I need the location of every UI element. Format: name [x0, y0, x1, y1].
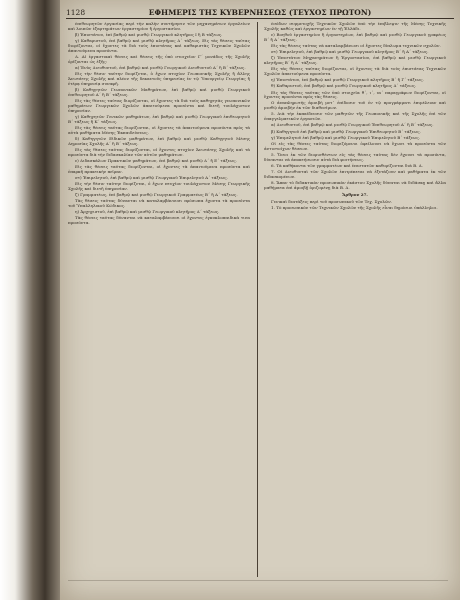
paragraph: γ) Ἐπιμελητοῦ ἐπὶ βαθμῷ καὶ μισθῷ Γεωργικοῦ Ἐπιμελητοῦ Β΄ τάξεως.	[271, 134, 420, 140]
paragraph: β) Καθηγητῶν Γεωπονικῶν Μαθημάτων, ἐπὶ βαθμῷ καὶ μισθῷ Γεωργικοῦ ἐπιθεωρητοῦ Α΄ ἢ Β΄ τάξεως.	[68, 86, 250, 97]
paragraph: β) Καθηγητοῦ ἐπὶ βαθμῷ καὶ μισθῷ Γεωργικοῦ Ἐπιθεωρητοῦ Β΄ τάξεως.	[271, 128, 421, 134]
paragraph: στ) Ἐπιμελητοῦ, ἐπὶ βαθμῷ καὶ μισθῷ Γεωργικοῦ κλητῆρος Β΄ ἢ Α΄ τάξεως.	[271, 49, 429, 55]
gazette-title: ΕΦΗΜΕΡΙΣ ΤΗΣ ΚΥΒΕΡΝΗΣΕΩΣ (ΤΕΥΧΟΣ ΠΡΩΤΟΝ)	[148, 7, 372, 17]
paragraph: Τὰς θέσεις ταύτας δύνανται νὰ καταλαμβάνουσι οἱ ἔχοντες ἐγκυκλοπαιδικὰ τινα προσόντα.	[68, 215, 250, 226]
paragraph: Εἰς τὰς θέσεις ταύτας διορίζονται, οἱ ἔχοντες τὰ διὰ τοὺς ἐπιστάτας Τεχνικῶν Σχολῶν ἀπαιτούμενα προσόντα.	[264, 66, 446, 77]
right-column	[264, 22, 446, 594]
paragraph: α) Ἑνὸς Διευθυντοῦ, ἐπὶ βαθμῷ καὶ μισθῷ Γεωργικοῦ Διευθυντοῦ Α΄ ἢ Β΄ τάξεως.	[75, 64, 246, 70]
paragraph: ἐσόδων συμμετοχῆς Τεχνικῶν Σχολῶν ὑπὸ τὴν ἐπιβλεψιν τῆς Μέσης Τεχνικῆς Σχολῆς καθὼς καὶ ἐργαστηρίων ἐν τῇ Ἑλλάδι.	[264, 22, 446, 31]
left-column	[68, 22, 250, 594]
paragraph: ἐπιθεωρητῶν ἐργασίας περὶ τὴν καλὴν συντήρησιν τῶν μηχανημάτων ἐργαλείων καὶ λοιπῶν ἐξαρτημάτων ἐργαστηρίου ἢ ἐργοστασίου.	[68, 22, 250, 31]
paragraph: 7. Οἱ Διευθυνταὶ τῶν Σχολῶν ἐπιτρέπεται νὰ ἐξετάζουν καὶ μαθήματα ἐκ τῶν διδασκομένων.	[264, 168, 446, 179]
paragraph: Ο ἀναπληρωτὴς ἀμοιβὴ μετ᾽ ἐπίδοσιν τοῦ ἐν τῷ προγράμματι ἐπιμέλειαν καὶ μισθῷ ἀμοιβὴν ἐκ τῶν διαθεσίμων.	[264, 100, 446, 111]
article-title: Ἄρθρον 27.	[342, 191, 368, 197]
paragraph: Δ. Αἱ ἐργαστικαὶ θέσεις καὶ θέσεις τῆς ὑπὸ στοιχεῖον Γ΄ μονάδος τῆς Σχολῆς ὁρίζονται ὡς ἑξῆς:	[68, 53, 250, 64]
article-paragraph: 1. Τὸ προσωπικὸν τῶν Τεχνικῶν Σχολῶν τῆς Σχολῆς εἶναι δημόσιοι ὑπάλληλοι.	[271, 204, 438, 210]
paragraph: στ) Ἐπιμελητοῦ, ἐπὶ βαθμῷ καὶ μισθῷ Γεωργικοῦ Ἐπιμελητοῦ Α΄ τάξεως.	[75, 174, 228, 180]
paragraph: η) Ἀρχηγιστοῦ, ἐπὶ βαθμῷ καὶ μισθῷ Γεωργικοῦ κλητῆρος Δ΄ τάξεως.	[75, 209, 220, 215]
paragraph: ζ) Ἐπιστάτου Μηχανημάτων ἢ Ἐργοστασίου, ἐπὶ βαθμῷ καὶ μισθῷ Γεωργικοῦ κλητῆρος Β΄ ἢ Δ΄ τάξεως.	[264, 55, 446, 66]
paragraph: Εἰς τὴν θέσιν ταύτην διορίζεται, ὁ ἔχων πτυχίον Γεωπονικῆς Σχολῆς ἢ ἄλλης Ἀνωτάτης Σχολῆς καὶ πλέον τῆς δεκαετοῦς ὑπηρεσίας ἐν τῷ Ὑπουργείῳ Γεωργίας ἢ ἑτέρᾳ ὑπηρεσίᾳ συναφῆ.	[68, 71, 250, 86]
paragraph: Οἱ εἰς τὰς θέσεις ταύτας διοριζόμενοι ὀφείλουσι νὰ ἔχωσι τὰ προσόντα τῶν ἀντιστοίχων θέσεων.	[264, 140, 446, 151]
page-number: 1128	[66, 7, 86, 17]
paragraph: 8. Ἅπαν τὸ διδακτικὸν προσωπικὸν ἑκάστου Σχολῆς δύναται νὰ διδάσκῃ καὶ ἄλλα μαθήματα ἐπὶ ἀμοιβῇ ὁριζομένῃ διὰ Β. Δ.	[264, 179, 446, 190]
paragraph: α) Διευθυντοῦ, ἐπὶ βαθμῷ καὶ μισθῷ Γεωργικοῦ Ἐπιθεωρητοῦ Α΄ ἢ Β΄ τάξεως.	[271, 122, 434, 128]
book-binding	[0, 0, 60, 600]
paragraph: Εἰς τὰς θέσεις ταύτας νὰ καταλαμβάνωσι οἱ ἔχοντες δίπλωμα τεχνικῶν σχολῶν.	[271, 42, 441, 48]
paragraph: Εἰς τὰς θέσεις ταύτας διορίζονται, οἱ ἔχοντες τὰ ἀπαιτούμενα προσόντα καὶ ἐπαρκῆ πρακτικὴν πεῖραν.	[68, 163, 250, 174]
page-header	[66, 6, 454, 19]
column-divider	[257, 22, 258, 577]
article-intro: Γενικαὶ διατάξεις περὶ τοῦ προσωπικοῦ τῶν Τεχ. Σχολῶν.	[271, 198, 393, 204]
paragraph: η) Ἐπιστάτου, ἐπὶ βαθμῷ καὶ μισθῷ Γεωργικοῦ κλητῆρος Β΄ ἢ Γ΄ τάξεως.	[271, 77, 424, 83]
paragraph: Τὰς θέσεις ταύτας δύνανται νὰ καταλαμβάνουσι πρόσωπα ἔχοντα τὰ προσόντα τοῦ Ὑπαλληλικοῦ Κώδικος.	[68, 198, 250, 208]
paragraph: ε) Διδασκάλων Πρακτικῶν μαθημάτων, ἐπὶ βαθμῷ καὶ μισθῷ Δ΄ ἢ Ε΄ τάξεως.	[75, 157, 237, 163]
paragraph: Εἰς τὰς θέσεις ταύτας τῶν ὑπὸ στοιχεῖα θ΄, ι΄, ια΄ παραγράφων διορίζονται, οἱ ἔχοντες προσόντα πρὸς τὰς θέσεις.	[264, 89, 446, 100]
paragraph: Εἰς τὰς θέσεις ταύτας διορίζονται, οἱ ἔχοντες τὰ ἀπαιτούμενα προσόντα πρὸς τὰ αὐτὰ μαθήματα Μέσης Ἐκπαιδεύσεως.	[68, 124, 250, 135]
page-bottom-shade	[68, 580, 448, 581]
paragraph: θ) Καθαριστοῦ, ἐπὶ βαθμῷ καὶ μισθῷ Γεωργικοῦ κλητῆρος Δ΄ τάξεως.	[271, 83, 417, 89]
paragraph: δ) Καθηγητῶν Εἰδικῶν μαθημάτων, ἐπὶ βαθμῷ καὶ μισθῷ Καθηγητοῦ Μέσης Δημοσίας Σχολῆς Α΄ ἢ Β΄ τάξεως.	[68, 135, 250, 146]
paragraph: Εἰς τὴν θέσιν ταύτην διορίζεται, ὁ ἔχων πτυχίον τουλάχιστον Μέσης Γεωργικῆς Σχολῆς καὶ διετῆ ὑπηρεσίαν.	[68, 180, 250, 191]
paragraph: 6. Τὰ καθήκοντα τῶν γραμματέων καὶ ἐπιστατῶν καθορίζονται διὰ Β. Δ.	[271, 162, 424, 168]
paragraph: γ) Καθαριστοῦ, ἐπὶ βαθμῷ καὶ μισθῷ κλητῆρος Δ΄ τάξεως. Εἰς τὰς θέσεις ταύτας διορίζονται, οἱ ἔχοντες τὰ διὰ τοὺς ἐπιστάτας καὶ καθαριστὰς Τεχνικῶν Σχολῶν ἀπαιτούμενα προσόντα.	[68, 38, 250, 53]
paragraph: ζ) Γραμματέως, ἐπὶ βαθμῷ καὶ μισθῷ Γεωργικοῦ Γραμματέως Β΄ ἢ Α΄ τάξεως.	[75, 191, 238, 197]
paragraph: 5. Διὰ τὴν ἐκπαίδευσιν τῶν μαθητῶν τῆς Γεωπονικῆς καὶ τῆς Σχολῆς ἐπὶ τῶν ἐπαγγελματικῶν ἐργασιῶν.	[264, 111, 446, 122]
paragraph: 5. Ὅσοι ἐκ τῶν διορισθέντων εἰς τὰς θέσεις ταύτας δὲν ἔχουσι τὰ προσόντα, δύνανται νὰ ἀποκτήσωσιν αὐτὰ διὰ φοιτήσεως.	[264, 151, 446, 162]
paragraph: Εἰς τὰς θέσεις ταύτας διορίζονται, οἱ ἔχοντες πτυχίον Ἀνωτάτης Σχολῆς καὶ τὰ προσόντα διὰ τὴν διδασκαλίαν τῶν αὐτῶν μαθημάτων.	[68, 146, 250, 157]
paragraph: Εἰς τὰς θέσεις ταύτας διορίζονται, οἱ ἔχοντες τὰ διὰ τοὺς καθηγητὰς γεωπονικῶν μαθημάτων Γεωργικῶν Σχολῶν ἀπαιτούμενα προσόντα καὶ διετῆ τουλάχιστον ὑπηρεσίαν.	[68, 97, 250, 113]
paragraph: γ) Καθηγητῶν Γενικῶν μαθημάτων, ἐπὶ βαθμῷ καὶ μισθῷ Γεωργικοῦ ἐπιθεωρητοῦ Β΄ τάξεως ἢ Κ΄ τάξεως.	[68, 113, 250, 124]
paragraph: β) Ἐπιστάτου, ἐπὶ βαθμῷ καὶ μισθῷ Γεωργικοῦ κλητῆρος Ι ἢ Β τάξεως.	[75, 31, 223, 37]
paragraph: ε) Βοηθοῦ ἐργαστηρίου ἢ ἐργαστηρίων, ἐπὶ βαθμῷ καὶ μισθῷ Γεωργικοῦ γραφέως Β΄ ἢ Α΄ τάξεως.	[264, 31, 446, 42]
